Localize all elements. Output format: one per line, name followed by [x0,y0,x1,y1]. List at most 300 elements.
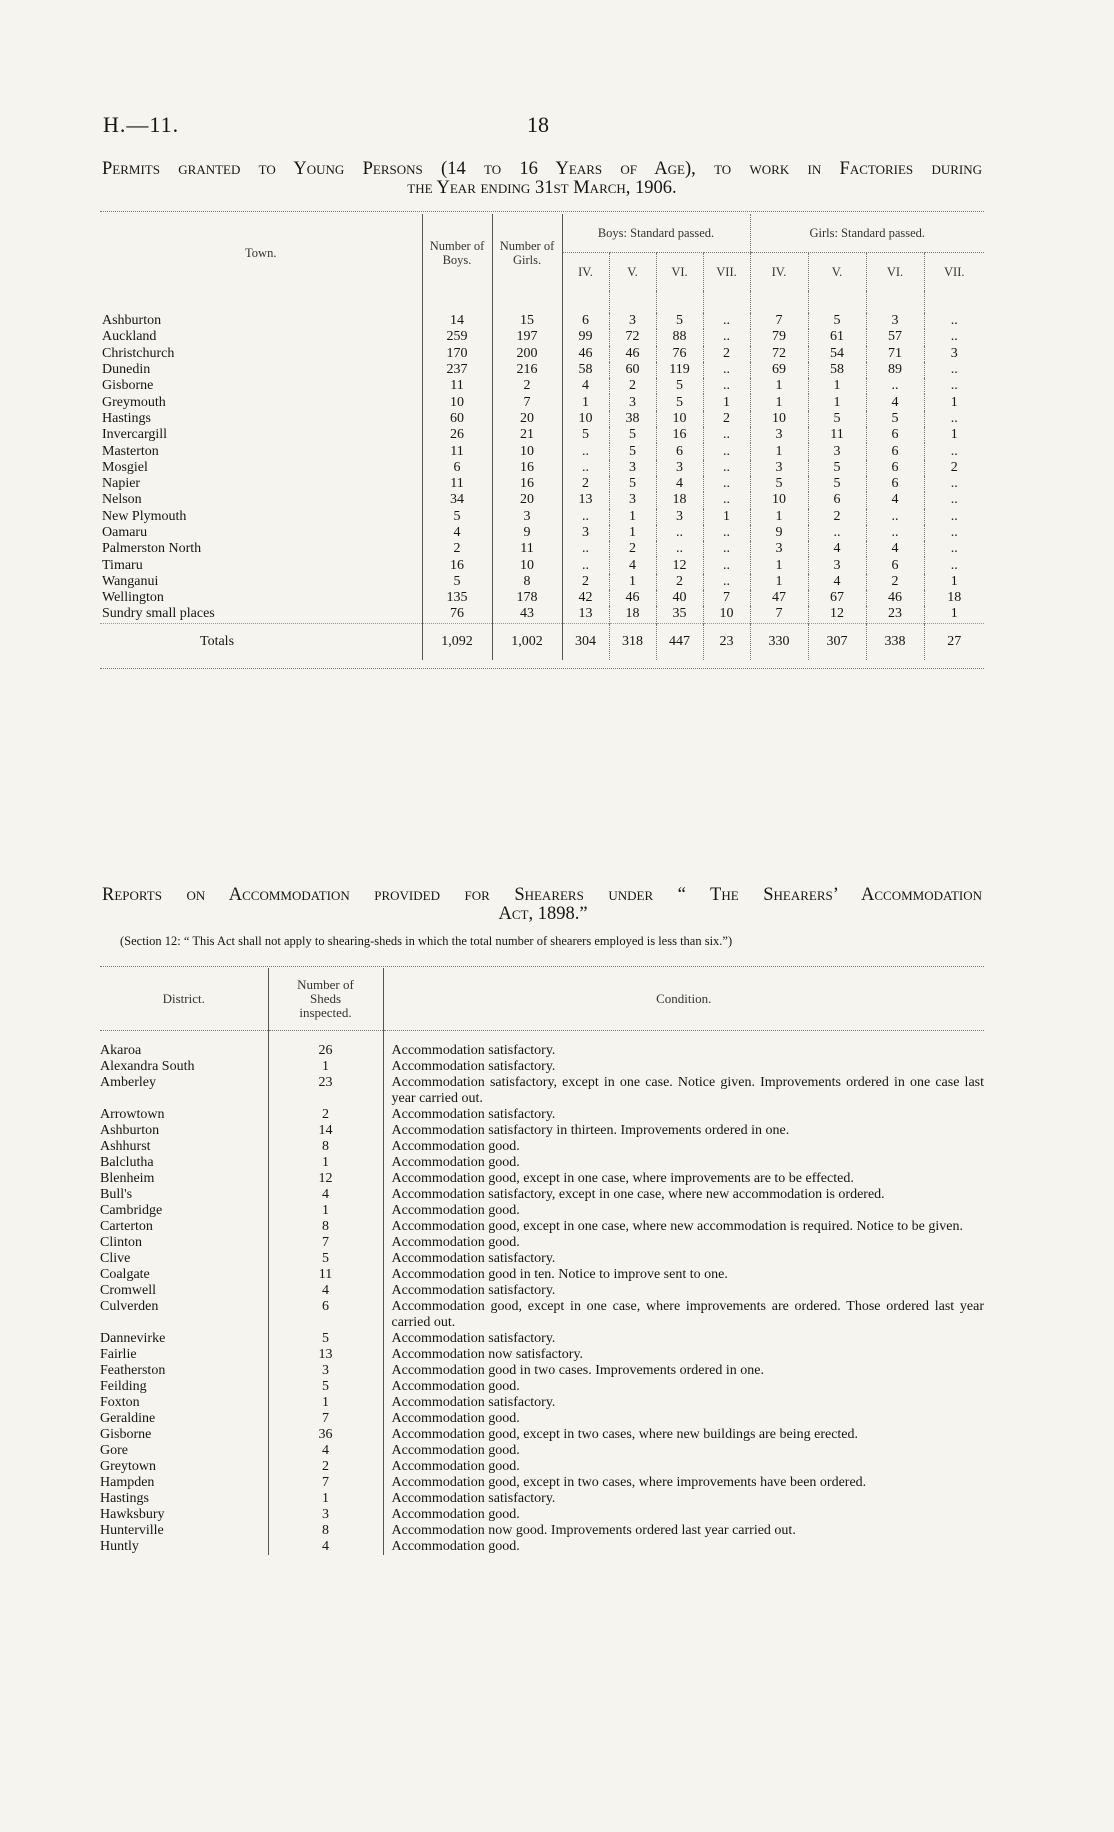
district-name: Arrowtown [100,1107,165,1122]
table-row [100,1539,984,1555]
sheds-count: 4 [268,1443,383,1459]
header-standard-girls-5: V. [808,253,866,292]
condition-text: Accommodation good. [383,1235,984,1251]
standard-cell: 5 [609,443,656,459]
town-name: Wellington [102,590,164,606]
standard-cell: 2 [703,346,750,362]
totals-row [100,623,984,660]
totals-standard-cell: 27 [924,623,984,660]
standard-cell: 71 [866,346,924,362]
sheds-title [102,886,982,924]
standard-cell: .. [562,557,609,573]
condition-text: Accommodation now good. Improvements ordered last year carried out. [383,1523,984,1539]
standard-cell: 10 [562,411,609,427]
condition-text: Accommodation satisfactory. [383,1059,984,1075]
condition-text: Accommodation good, except in two cases, where new buildings are being erected. [383,1427,984,1443]
table-row [100,525,984,541]
table-row [100,590,984,606]
sheds-count: 5 [268,1331,383,1347]
standard-cell: 72 [609,329,656,345]
standard-cell: .. [924,476,984,492]
standard-cell: 79 [750,329,808,345]
standard-cell: 5 [609,476,656,492]
town-name: Auckland [102,329,157,345]
sheds-count: 8 [268,1523,383,1539]
table-row [100,1203,984,1219]
boys-count: 170 [422,346,492,362]
standard-cell: 3 [750,460,808,476]
standard-cell: 1 [750,574,808,590]
sheds-count: 1 [268,1059,383,1075]
spacer-cell [808,291,866,313]
table-row [100,1411,984,1427]
girls-count: 9 [492,525,562,541]
table-row [100,509,984,525]
table-row [100,476,984,492]
sheds-count: 5 [268,1379,383,1395]
standard-cell: 13 [562,606,609,623]
table-row [100,1299,984,1331]
spacer-cell [656,291,703,313]
town-name: Napier [102,476,141,492]
town-cell [100,492,422,508]
standard-cell: 3 [609,460,656,476]
standard-cell: .. [656,525,703,541]
town-name: Palmerston North [102,541,202,557]
spacer-cell [750,291,808,313]
spacer-cell [492,291,562,313]
town-name: Masterton [102,443,159,459]
standard-cell: 5 [808,476,866,492]
header-sheds-inspected [268,968,383,1031]
condition-text: Accommodation satisfactory. [383,1283,984,1299]
sheds-count: 4 [268,1187,383,1203]
sheds-count: 11 [268,1267,383,1283]
district-name: Balclutha [100,1155,154,1170]
table-row [100,1379,984,1395]
permits-title [102,160,982,198]
standard-cell: .. [703,362,750,378]
standard-cell: 89 [866,362,924,378]
standard-cell: 4 [808,541,866,557]
standard-cell: 3 [656,509,703,525]
standard-cell: 57 [866,329,924,345]
table-row [100,1523,984,1539]
standard-cell: 46 [866,590,924,606]
table-row [100,329,984,345]
table-row [100,1459,984,1475]
standard-cell: 46 [609,590,656,606]
boys-count: 10 [422,394,492,410]
standard-cell: 40 [656,590,703,606]
totals-girls: 1,002 [492,623,562,660]
standard-cell: .. [924,541,984,557]
district-name: Foxton [100,1395,140,1410]
standard-cell: 2 [866,574,924,590]
table-row [100,378,984,394]
totals-standard-cell: 330 [750,623,808,660]
district-name: Carterton [100,1219,153,1234]
table-row [100,1443,984,1459]
page-number: 18 [527,112,549,137]
standard-cell: 3 [866,313,924,329]
boys-count: 14 [422,313,492,329]
town-cell [100,606,422,623]
standard-cell: 12 [808,606,866,623]
standard-cell: 6 [866,460,924,476]
header-standard-boys-1: V. [609,253,656,292]
boys-count: 60 [422,411,492,427]
condition-text: Accommodation good. [383,1411,984,1427]
girls-count: 15 [492,313,562,329]
town-name: Oamaru [102,525,148,540]
town-cell [100,346,422,362]
boys-count: 11 [422,476,492,492]
standard-cell: 6 [866,427,924,443]
standard-cell: 58 [562,362,609,378]
boys-count: 4 [422,525,492,541]
town-cell [100,476,422,492]
standard-cell: 5 [609,427,656,443]
table-row [100,1075,984,1107]
standard-cell: 4 [656,476,703,492]
condition-text: Accommodation good. [383,1379,984,1395]
boys-count: 26 [422,427,492,443]
table-row [100,1139,984,1155]
spacer-cell [703,291,750,313]
permits-bottom-rule [100,668,984,669]
standard-cell: 3 [562,525,609,541]
table-row [100,1031,984,1060]
table-row [100,1427,984,1443]
standard-cell: 4 [562,378,609,394]
table-row [100,1171,984,1187]
standard-cell: .. [703,574,750,590]
standard-cell: .. [866,525,924,541]
table-row [100,362,984,378]
table-row [100,1491,984,1507]
standard-cell: 3 [656,460,703,476]
condition-text: Accommodation satisfactory in thirteen. Improvements ordered in one. [383,1123,984,1139]
standard-cell: .. [866,509,924,525]
condition-text: Accommodation good. [383,1539,984,1555]
district-name: Alexandra South [100,1059,195,1074]
girls-count: 3 [492,509,562,525]
table-row [100,1395,984,1411]
boys-count: 5 [422,509,492,525]
standard-cell: 4 [808,574,866,590]
sheds-count: 4 [268,1283,383,1299]
table-row [100,1187,984,1203]
town-name: Sundry small places [102,606,215,622]
sheds-count: 26 [268,1031,383,1060]
standard-cell: 1 [924,606,984,623]
boys-count: 5 [422,574,492,590]
standard-cell: 6 [866,443,924,459]
district-name: Feilding [100,1379,147,1394]
standard-cell: 1 [703,394,750,410]
sheds-count: 7 [268,1475,383,1491]
standard-cell: 7 [750,606,808,623]
standard-cell: .. [703,476,750,492]
spacer-cell [100,291,422,313]
header-sheds-inspected-text: Number of Sheds inspected. [297,977,354,1020]
boys-count: 16 [422,557,492,573]
spacer-cell [609,291,656,313]
spacer-cell [866,291,924,313]
standard-cell: .. [562,443,609,459]
sheds-count: 14 [268,1123,383,1139]
permits-table [100,214,984,660]
standard-cell: 76 [656,346,703,362]
sheds-count: 8 [268,1139,383,1155]
standard-cell: 2 [924,460,984,476]
standard-cell: 88 [656,329,703,345]
standard-cell: 3 [750,427,808,443]
table-row [100,606,984,623]
standard-cell: 3 [609,492,656,508]
girls-count: 43 [492,606,562,623]
table-row [100,1475,984,1491]
standard-cell: 1 [808,394,866,410]
standard-cell: .. [808,525,866,541]
sheds-count: 2 [268,1107,383,1123]
standard-cell: 99 [562,329,609,345]
boys-count: 11 [422,378,492,394]
town-cell [100,362,422,378]
girls-count: 8 [492,574,562,590]
standard-cell: 5 [656,394,703,410]
standard-cell: .. [703,427,750,443]
standard-cell: .. [924,443,984,459]
girls-count: 11 [492,541,562,557]
condition-text: Accommodation satisfactory, except in one case, where new accommodation is ordered. [383,1187,984,1203]
standard-cell: 6 [808,492,866,508]
standard-cell: 3 [750,541,808,557]
condition-text: Accommodation satisfactory. [383,1251,984,1267]
district-name: Cambridge [100,1203,163,1218]
district-name: Gisborne [100,1427,152,1442]
standard-cell: 6 [866,557,924,573]
district-name: Coalgate [100,1267,150,1282]
spacer-cell [562,291,609,313]
standard-cell: 11 [808,427,866,443]
standard-cell: 1 [703,509,750,525]
town-cell [100,394,422,410]
table-row [100,1219,984,1235]
standard-cell: .. [924,557,984,573]
condition-text: Accommodation satisfactory. [383,1107,984,1123]
standard-cell: 4 [609,557,656,573]
standard-cell: 6 [656,443,703,459]
town-name: Gisborne [102,378,154,394]
table-row [100,346,984,362]
district-name: Blenheim [100,1171,155,1186]
totals-standard-cell: 307 [808,623,866,660]
district-name: Huntly [100,1539,139,1554]
standard-cell: 1 [609,509,656,525]
sheds-count: 36 [268,1427,383,1443]
totals-standard-cell: 318 [609,623,656,660]
standard-cell: 5 [866,411,924,427]
town-cell [100,525,422,541]
header-girls-standard: Girls: Standard passed. [750,214,984,253]
header-standard-girls-4: IV. [750,253,808,292]
boys-count: 76 [422,606,492,623]
standard-cell: .. [703,492,750,508]
standard-cell: 5 [656,378,703,394]
town-name: Hastings [102,410,151,426]
district-name: Greytown [100,1459,156,1474]
sheds-count: 12 [268,1171,383,1187]
sheds-count: 2 [268,1459,383,1475]
town-name: Dunedin [102,362,151,378]
document-reference: H.—11. [103,112,180,137]
standard-cell: 61 [808,329,866,345]
standard-cell: 2 [656,574,703,590]
standard-cell: 4 [866,394,924,410]
standard-cell: .. [703,313,750,329]
sheds-count: 1 [268,1491,383,1507]
standard-cell: 1 [750,378,808,394]
header-standard-boys-2: VI. [656,253,703,292]
standard-cell: 5 [808,460,866,476]
standard-cell: 67 [808,590,866,606]
permits-title-line-1: Permits granted to Young Persons (14 to 16 Years of Age), to work in Factories during [102,159,982,179]
standard-cell: 1 [750,443,808,459]
standard-cell: 23 [866,606,924,623]
standard-cell: 58 [808,362,866,378]
permits-top-rule [100,211,984,212]
standard-cell: 2 [703,411,750,427]
standard-cell: 10 [656,411,703,427]
table-row [100,427,984,443]
table-row [100,1235,984,1251]
standard-cell: 46 [609,346,656,362]
standard-cell: 60 [609,362,656,378]
district-name: Hampden [100,1475,155,1490]
town-cell [100,411,422,427]
district-name: Clinton [100,1235,143,1250]
table-row [100,1331,984,1347]
standard-cell: 5 [750,476,808,492]
standard-cell: 1 [750,557,808,573]
header-district: District. [100,968,268,1031]
standard-cell: .. [703,378,750,394]
standard-cell: .. [703,541,750,557]
district-name: Clive [100,1251,131,1266]
sheds-count: 3 [268,1363,383,1379]
sheds-count: 1 [268,1203,383,1219]
girls-count: 10 [492,443,562,459]
standard-cell: 1 [609,525,656,541]
standard-cell: 119 [656,362,703,378]
standard-cell: 18 [924,590,984,606]
girls-count: 200 [492,346,562,362]
standard-cell: 3 [609,313,656,329]
table-row [100,1155,984,1171]
standard-cell: 1 [609,574,656,590]
header-standard-girls-6: VI. [866,253,924,292]
district-name: Culverden [100,1299,159,1314]
sheds-count: 8 [268,1219,383,1235]
district-name: Hunterville [100,1523,164,1538]
totals-standard-cell: 23 [703,623,750,660]
standard-cell: 1 [808,378,866,394]
standard-cell: .. [562,541,609,557]
boys-count: 11 [422,443,492,459]
standard-cell: 5 [808,411,866,427]
table-row [100,574,984,590]
standard-cell: 9 [750,525,808,541]
standard-cell: 12 [656,557,703,573]
condition-text: Accommodation good. [383,1203,984,1219]
table-row [100,1267,984,1283]
standard-cell: 42 [562,590,609,606]
header-boys-standard: Boys: Standard passed. [562,214,750,253]
condition-text: Accommodation satisfactory. [383,1031,984,1060]
sheds-count: 23 [268,1075,383,1107]
header-standard-boys-0: IV. [562,253,609,292]
header-girls: Number of Girls. [492,214,562,291]
condition-text: Accommodation satisfactory. [383,1331,984,1347]
sheds-title-line-1: Reports on Accommodation provided for Shearers under “ The Shearers’ Accommodation [102,885,982,905]
permits-title-line-2: the Year ending 31st March, 1906. [407,178,677,198]
town-cell [100,313,422,329]
standard-cell: 2 [609,541,656,557]
girls-count: 16 [492,460,562,476]
standard-cell: 38 [609,411,656,427]
spacer-cell [422,291,492,313]
standard-cell: .. [924,411,984,427]
sheds-count: 6 [268,1299,383,1331]
standard-cell: 6 [562,313,609,329]
table-row [100,394,984,410]
condition-text: Accommodation good. [383,1459,984,1475]
standard-cell: 13 [562,492,609,508]
table-row [100,541,984,557]
standard-cell: 10 [750,411,808,427]
girls-count: 21 [492,427,562,443]
table-row [100,1107,984,1123]
standard-cell: 1 [750,394,808,410]
town-name: New Plymouth [102,508,187,524]
standard-cell: 3 [924,346,984,362]
district-name: Fairlie [100,1347,137,1362]
girls-count: 7 [492,394,562,410]
sheds-count: 7 [268,1411,383,1427]
standard-cell: 4 [866,541,924,557]
standard-cell: 18 [656,492,703,508]
district-name: Cromwell [100,1283,156,1298]
town-cell [100,541,422,557]
totals-label: Totals [100,623,422,660]
table-row [100,1251,984,1267]
girls-count: 10 [492,557,562,573]
condition-text: Accommodation satisfactory, except in one case. Notice given. Improvements ordered in one case last year carried out. [383,1075,984,1107]
district-name: Featherston [100,1363,166,1378]
standard-cell: .. [656,541,703,557]
totals-standard-cell: 304 [562,623,609,660]
standard-cell: .. [703,460,750,476]
standard-cell: .. [924,313,984,329]
header-town: Town. [245,245,277,260]
standard-cell: 3 [808,557,866,573]
condition-text: Accommodation satisfactory. [383,1491,984,1507]
standard-cell: 5 [808,313,866,329]
totals-boys: 1,092 [422,623,492,660]
table-row [100,1059,984,1075]
